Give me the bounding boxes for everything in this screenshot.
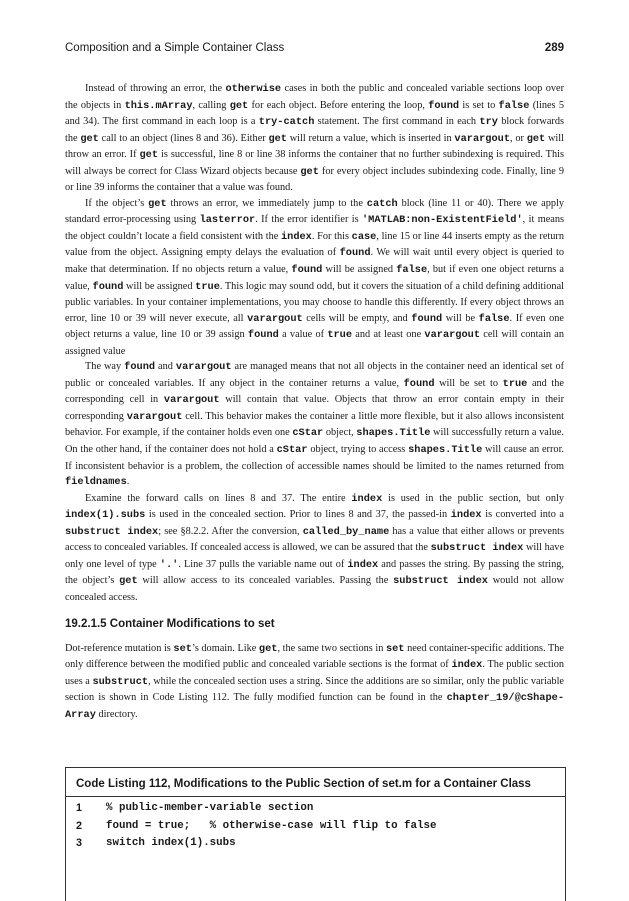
- code-line: [66, 800, 565, 818]
- inline-code: found: [291, 264, 323, 277]
- code-text: % public-member-variable section: [106, 802, 314, 814]
- inline-code: case: [351, 230, 377, 243]
- inline-code: substruct: [92, 675, 149, 688]
- inline-code: true: [502, 377, 528, 390]
- paragraph-forward-calls: Examine the forward calls on lines 8 and 37. The entire index is used in the public section, but only index(1).subs is used in the concealed section. Prior to lines 8 and 37, the passed-in index is converted into a substruct index; see §8.2.2. After the conversion, called_by_name has a value that either allows or prevents access to concealed variables. If concealed access is allowed, we can be assured that the substruct index will have only one level of type '.'. Line 37 pulls the variable name out of index and passes the string. By passing the string, the object’s get will allow access to its concealed variables. Passing the substruct index would not allow concealed access.: [65, 492, 565, 603]
- section-heading: 19.2.1.5 Container Modifications to set: [65, 617, 275, 630]
- inline-code: get: [80, 132, 99, 145]
- inline-code: varargout: [247, 312, 303, 325]
- inline-code: get: [300, 165, 319, 178]
- inline-code: lasterror: [199, 214, 256, 227]
- inline-code: found: [339, 247, 371, 260]
- inline-code: catch: [366, 197, 398, 210]
- inline-code: index: [280, 230, 312, 243]
- page-number: 289: [544, 42, 564, 54]
- inline-code: found: [92, 280, 124, 293]
- inline-code: varargout: [454, 132, 511, 145]
- inline-code: set: [173, 642, 192, 655]
- inline-code: found: [428, 99, 460, 112]
- code-listing: [65, 767, 566, 901]
- code-listing-title: Code Listing 112, Modifications to the Public Section of set.m for a Container Class: [66, 768, 565, 797]
- inline-code: get: [258, 642, 278, 655]
- inline-code: false: [478, 312, 510, 325]
- code-line: [66, 818, 565, 836]
- inline-code: '.': [159, 558, 179, 571]
- inline-code: shapes.Title: [408, 444, 483, 457]
- inline-code: found: [124, 361, 156, 374]
- inline-code: found: [247, 329, 279, 342]
- line-number: 1: [76, 802, 83, 814]
- inline-code: index: [451, 659, 483, 672]
- code-text: found = true; % otherwise-case will flip to false: [106, 819, 437, 832]
- running-header-title: Composition and a Simple Container Class: [65, 42, 285, 54]
- inline-code: cStar: [276, 444, 308, 457]
- code-listing-body: [66, 797, 565, 853]
- inline-code: this.mArray: [124, 99, 193, 112]
- inline-code: otherwise: [225, 83, 282, 95]
- inline-code: get: [148, 197, 167, 210]
- line-number: 3: [76, 837, 83, 849]
- inline-code: true: [195, 280, 220, 293]
- inline-code: try: [479, 116, 498, 129]
- inline-code: varargout: [424, 329, 481, 342]
- inline-code: false: [498, 99, 530, 112]
- inline-code: set: [385, 642, 405, 655]
- inline-code: substruct index: [430, 542, 524, 555]
- inline-code: try-catch: [258, 116, 315, 129]
- inline-code: called_by_name: [302, 525, 390, 538]
- inline-code: index: [347, 558, 379, 571]
- inline-code: shapes.Title: [356, 427, 431, 440]
- paragraph-set-modifications: Dot-reference mutation is set’s domain. Like get, the same two sections in set need container-specific additions. The only difference between the modified public and concealed variable sections is the format of index. The public section uses a substruct, while the concealed section uses a string. Since the additions are so similar, only the public variable section is shown in Code Listing 112. The fully modified function can be found in the chapter_19/@cShape-Array directory.: [65, 642, 565, 721]
- inline-code: substruct index: [393, 575, 488, 588]
- inline-code: found: [403, 377, 435, 390]
- inline-code: varargout: [163, 394, 220, 407]
- inline-code: cStar: [292, 427, 324, 440]
- paragraph-otherwise-cases: Instead of throwing an error, the otherwise cases in both the public and concealed variable sections loop over the objects in this.mArray, calling get for each object. Before entering the loop, found is set to false (lines 5 and 34). The first command in each loop is a try-catch statement. The first command in each try block forwards the get call to an object (lines 8 and 36). Either get will return a value, which is inserted in varargout, or get will throw an error. If get is successful, line 8 or line 38 informs the container that no further subindexing is required. This will always be correct for Class Wizard objects because get for every object includes subindexing code. Finally, line 9 or line 39 informs the container that a value was found.: [65, 83, 565, 194]
- inline-code: get: [229, 99, 249, 112]
- inline-code: false: [396, 264, 428, 277]
- running-header: [65, 42, 564, 54]
- inline-code: get: [526, 132, 546, 145]
- body-text: [65, 81, 564, 723]
- inline-code: varargout: [175, 361, 232, 374]
- inline-code: index(1).subs: [65, 509, 146, 522]
- inline-code: get: [268, 132, 287, 145]
- inline-code: chapter_19/@cShape-Array: [65, 692, 564, 721]
- inline-code: true: [327, 329, 353, 342]
- code-line: [66, 835, 565, 853]
- inline-code: varargout: [126, 410, 183, 423]
- inline-code: substruct index: [65, 525, 159, 538]
- inline-code: index: [351, 492, 383, 505]
- inline-code: fieldnames: [65, 476, 127, 489]
- inline-code: found: [411, 312, 443, 325]
- paragraph-found-varargout: The way found and varargout are managed means that not all objects in the container need an identical set of public or concealed variables. If any object in the container returns a value, found will be set to true and the corresponding cell in varargout will contain that value. Objects that throw an error contain empty in their corresponding varargout cell. This behavior makes the container a little more flexible, but it also allows inconsistent behavior. For example, if the container holds even one cStar object, shapes.Title will successfully return a value. On the other hand, if the container does not hold a cStar object, trying to access shapes.Title will cause an error. If inconsistent behavior is a problem, the collection of accessible names should be limited to the names returned from fieldnames.: [65, 361, 565, 489]
- inline-code: 'MATLAB:non-ExistentField': [362, 214, 523, 227]
- inline-code: index: [450, 509, 482, 522]
- inline-code: get: [119, 575, 138, 588]
- paragraph-catch-block: If the object’s get throws an error, we immediately jump to the catch block (line 11 or 40). There we apply standard error-processing using lasterror. If the error identifier is 'MATLAB:non-ExistentField', it means the object couldn’t locate a field consistent with the index. For this case, line 15 or line 44 inserts empty as the return value from the object. Assigning empty delays the evaluation of found. We will wait until every object is queried to make that determination. If no objects return a value, found will be assigned false, but if even one object returns a value, found will be assigned true. This logic may sound odd, but it covers the situation of a child defining additional public variables. In your container implementations, you may choose to handle this differently. If every object throws an error, line 10 or 39 will never execute, all varargout cells will be empty, and found will be false. If even one object returns a value, line 10 or 39 assign found a value of true and at least one varargout cell will contain an assigned value: [65, 197, 565, 357]
- code-text: switch index(1).subs: [106, 837, 236, 849]
- inline-code: get: [139, 149, 159, 162]
- line-number: 2: [76, 819, 83, 832]
